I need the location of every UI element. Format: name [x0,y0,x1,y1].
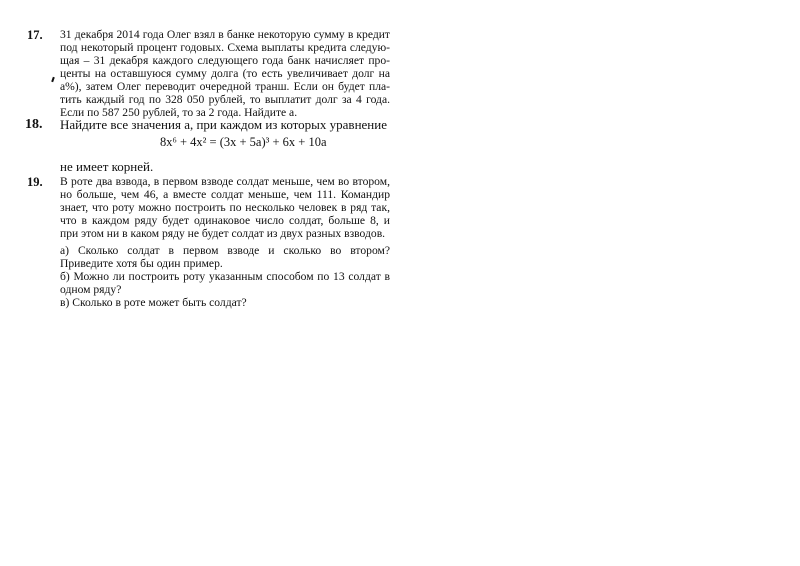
problem-19-line-3: знает, что роту можно построить по несколько человек в ряд так, [60,201,390,214]
problem-18-number: 18. [25,117,43,132]
problem-17-line-6: тить каждый год по 328 050 рублей, то выплатит долг за 4 года. [60,93,390,106]
problem-17-line-7: Если по 587 250 рублей, то за 2 года. Найдите a. [60,106,298,119]
problem-17-number: 17. [27,28,43,42]
problem-19-line-1: В роте два взвода, в первом взводе солдат меньше, чем во втором, [60,175,390,188]
problem-17-line-1: 31 декабря 2014 года Олег взял в банке некоторую сумму в кредит [60,28,390,41]
problem-19-line-5: при этом ни в каком ряду не будет солдат из двух разных взводов. [60,227,386,240]
problem-19-question-a-cont: Приведите хотя бы один пример. [60,257,223,270]
problem-19-question-a: а) Сколько солдат в первом взводе и сколько во втором? [60,244,390,257]
margin-mark [51,77,55,82]
problem-18-formula: 8x⁶ + 4x² = (3x + 5a)³ + 6x + 10a [160,135,327,149]
problem-18-outro: не имеет корней. [60,159,154,174]
problem-19-line-4: что в каждом ряду будет одинаковое число солдат, больше 8, и [60,214,390,227]
problem-18-intro: Найдите все значения a, при каждом из которых уравнение [60,117,387,132]
problem-17-line-5: a%), затем Олег переводит очередной транш. Если он будет пла- [60,80,390,93]
problem-19-question-b: б) Можно ли построить роту указанным способом по 13 солдат в [60,270,390,283]
problem-17-line-2: под некоторый процент годовых. Схема выплаты кредита следую- [60,41,390,54]
problem-19-question-c: в) Сколько в роте может быть солдат? [60,296,247,309]
problem-19-line-2: но больше, чем 46, а вместе солдат меньше, чем 111. Командир [60,188,390,201]
problem-19-number: 19. [27,175,43,189]
problem-19-question-b-cont: одном ряду? [60,283,122,296]
problem-17-line-4: центы на оставшуюся сумму долга (то есть увеличивает долг на [60,67,390,80]
problem-17-line-3: щая – 31 декабря каждого следующего года банк начисляет про- [60,54,390,67]
